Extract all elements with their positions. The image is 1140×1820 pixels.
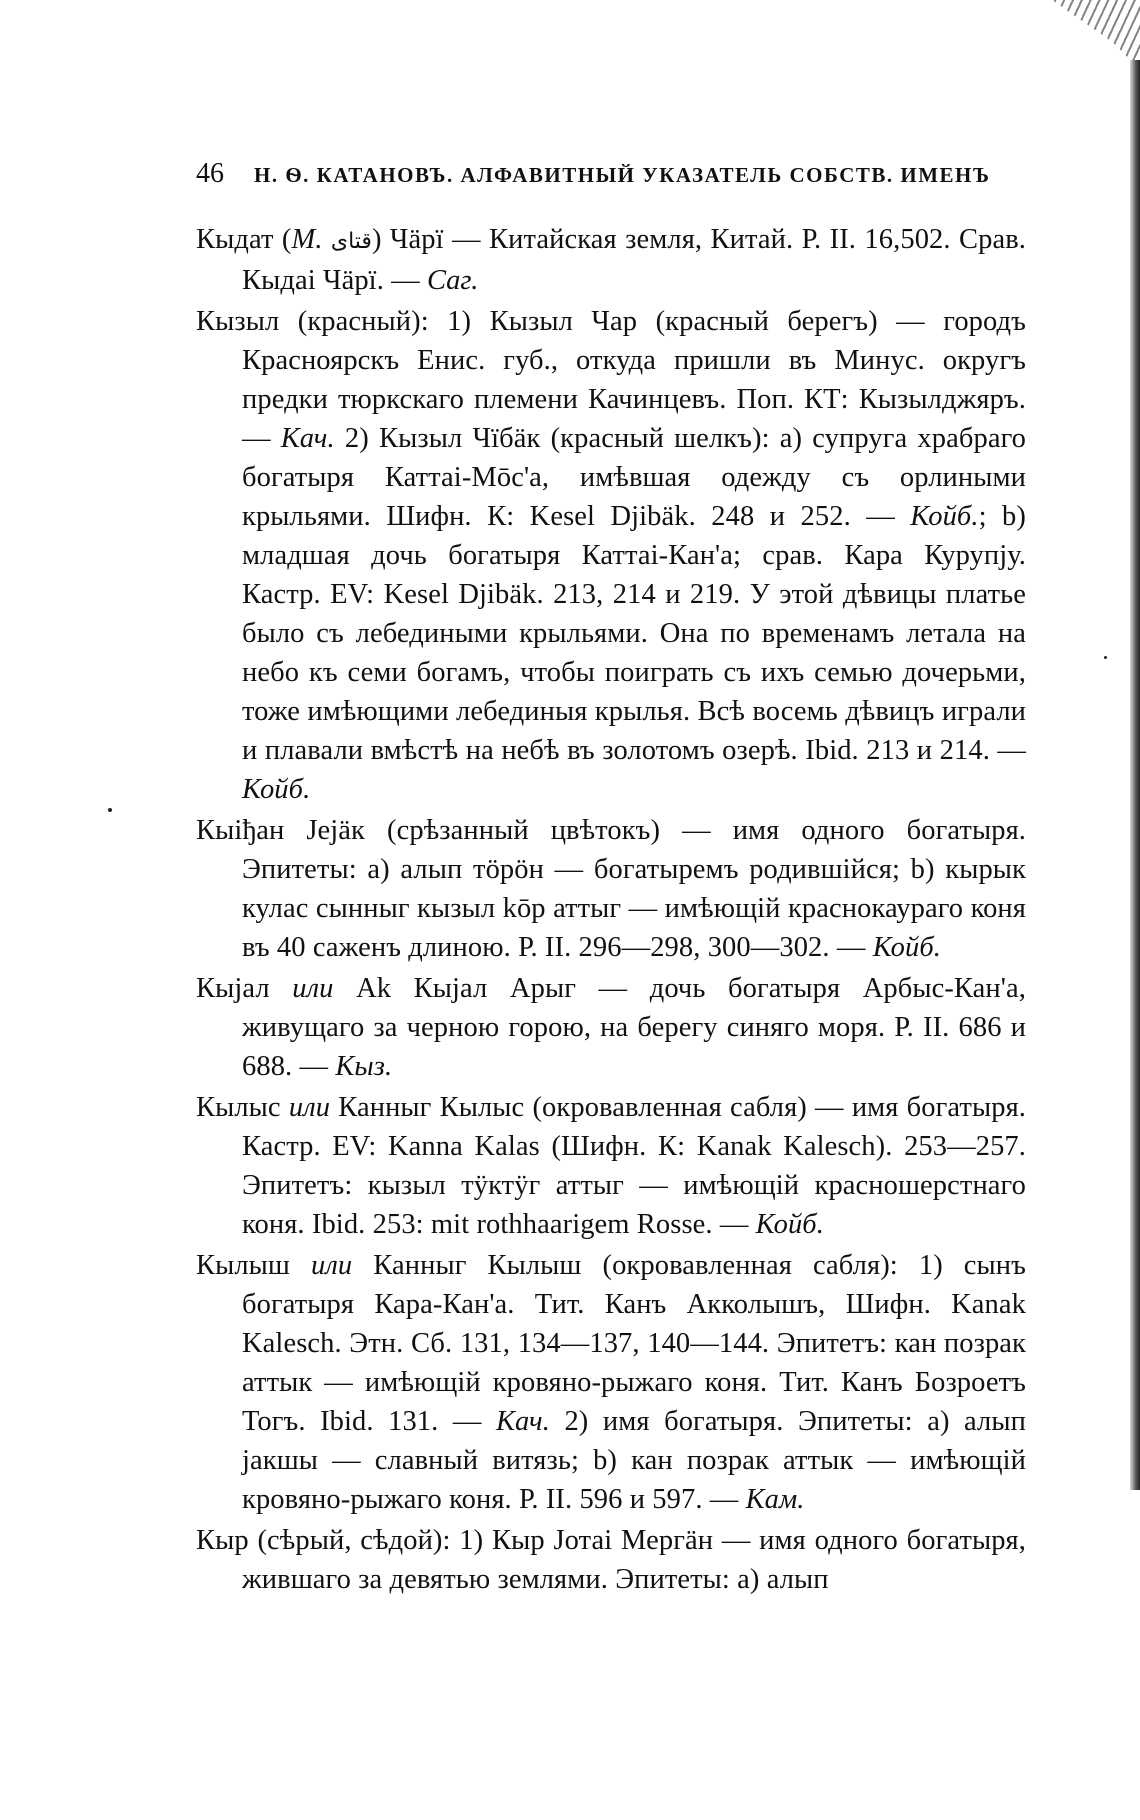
- dictionary-entries: [196, 220, 1026, 1601]
- scan-edge: [1130, 60, 1140, 1490]
- speck: [108, 808, 112, 812]
- entry-kydat: Кыдат (М. قتاى) Чäрï — Китайская земля, Китай. Р. II. 16,502. Срав. Кыдаі Чäрï. — Сaг.: [196, 224, 1027, 296]
- entry-kyzyl: Кызыл (красный): 1) Кызыл Чар (красный берегъ) — городъ Красноярскъ Енис. губ., откуда пришли въ Минус. округъ предки тюркскаго племени Качинцевъ. Поп. КТ: Кызылджяръ. — Кач. 2) Кызыл Чïбäк (красный шелкъ): а) супруга храбраго богатыря Каттаі-Мōс'а, имѣвшая одежду съ орлиными крыльями. Шифн. К: Kesel Djibäk. 248 и 252. — Койб.; b) младшая дочь богатыря Каттаі-Кан'а; срав. Кара Курупју. Кастр. EV: Kesel Djibäk. 213, 214 и 219. У этой дѣвицы платье было съ лебедиными крыльями. Она по временамъ летала на небо къ семи богамъ, чтобы поиграть съ ихъ семью дочерьми, тоже имѣющими лебединыя крылья. Всѣ восемь дѣвицъ играли и плавали вмѣстѣ на небѣ въ золотомъ озерѣ. Ibid. 213 и 214. — Койб.: [196, 306, 1026, 805]
- page-number: 46: [196, 158, 224, 189]
- running-title: Н. Ѳ. КАТАНОВЪ. АЛФАВИТНЫЙ УКАЗАТЕЛЬ СОБСТВ. ИМЕНЪ: [254, 163, 991, 187]
- entry-kylys: Кылыс или Канныг Кылыс (окровавленная сабля) — имя богатыря. Кастр. EV: Kanna Kalas (Шифн. К: Kanak Kalesch). 253—257. Эпитетъ: кызыл тÿктÿг аттыг — имѣющій красношерстнаго коня. Ibid. 253: mit rothhaarigem Rosse. — Койб.: [196, 1092, 1027, 1240]
- entry-kyjal: Кыјал или Ak Кыјал Арыг — дочь богатыря Арбыс-Кан'а, живущаго за черною горою, на берегу синяго моря. Р. II. 686 и 688. — Кыз.: [196, 973, 1026, 1082]
- scan-artifact: [1030, 0, 1140, 70]
- page-header: [196, 158, 1026, 192]
- entry-kylysh: Кылыш или Канныг Кылыш (окровавленная сабля): 1) сынъ богатыря Кара-Кан'а. Тит. Канъ Акколышъ, Шифн. Kanak Kalesch. Этн. Сб. 131, 134—137, 140—144. Эпитетъ: кан позрак аттык — имѣющій кровяно-рыжаго коня. Тит. Канъ Бозроетъ Тогъ. Ibid. 131. — Кач. 2) имя богатыря. Эпитеты: а) алып јакшы — славный витязь; b) кан позрак аттык — имѣющій кровяно-рыжаго коня. Р. II. 596 и 597. — Кам.: [196, 1250, 1026, 1515]
- entry-kyr: Кыр (сѣрый, сѣдой): 1) Кыр Јотаі Мергäн — имя одного богатыря, жившаго за девятью землями. Эпитеты: а) алып: [196, 1525, 1026, 1595]
- entry-kyigan: Кыіђан Јејäк (срѣзанный цвѣтокъ) — имя одного богатыря. Эпитеты: а) алып тöрöн — богатыремъ родившійся; b) кырык кулас сынныг кызыл kōр аттыг — имѣющій краснокаураго коня въ 40 саженъ длиною. Р. II. 296—298, 300—302. — Койб.: [196, 815, 1026, 963]
- speck: [1104, 656, 1107, 659]
